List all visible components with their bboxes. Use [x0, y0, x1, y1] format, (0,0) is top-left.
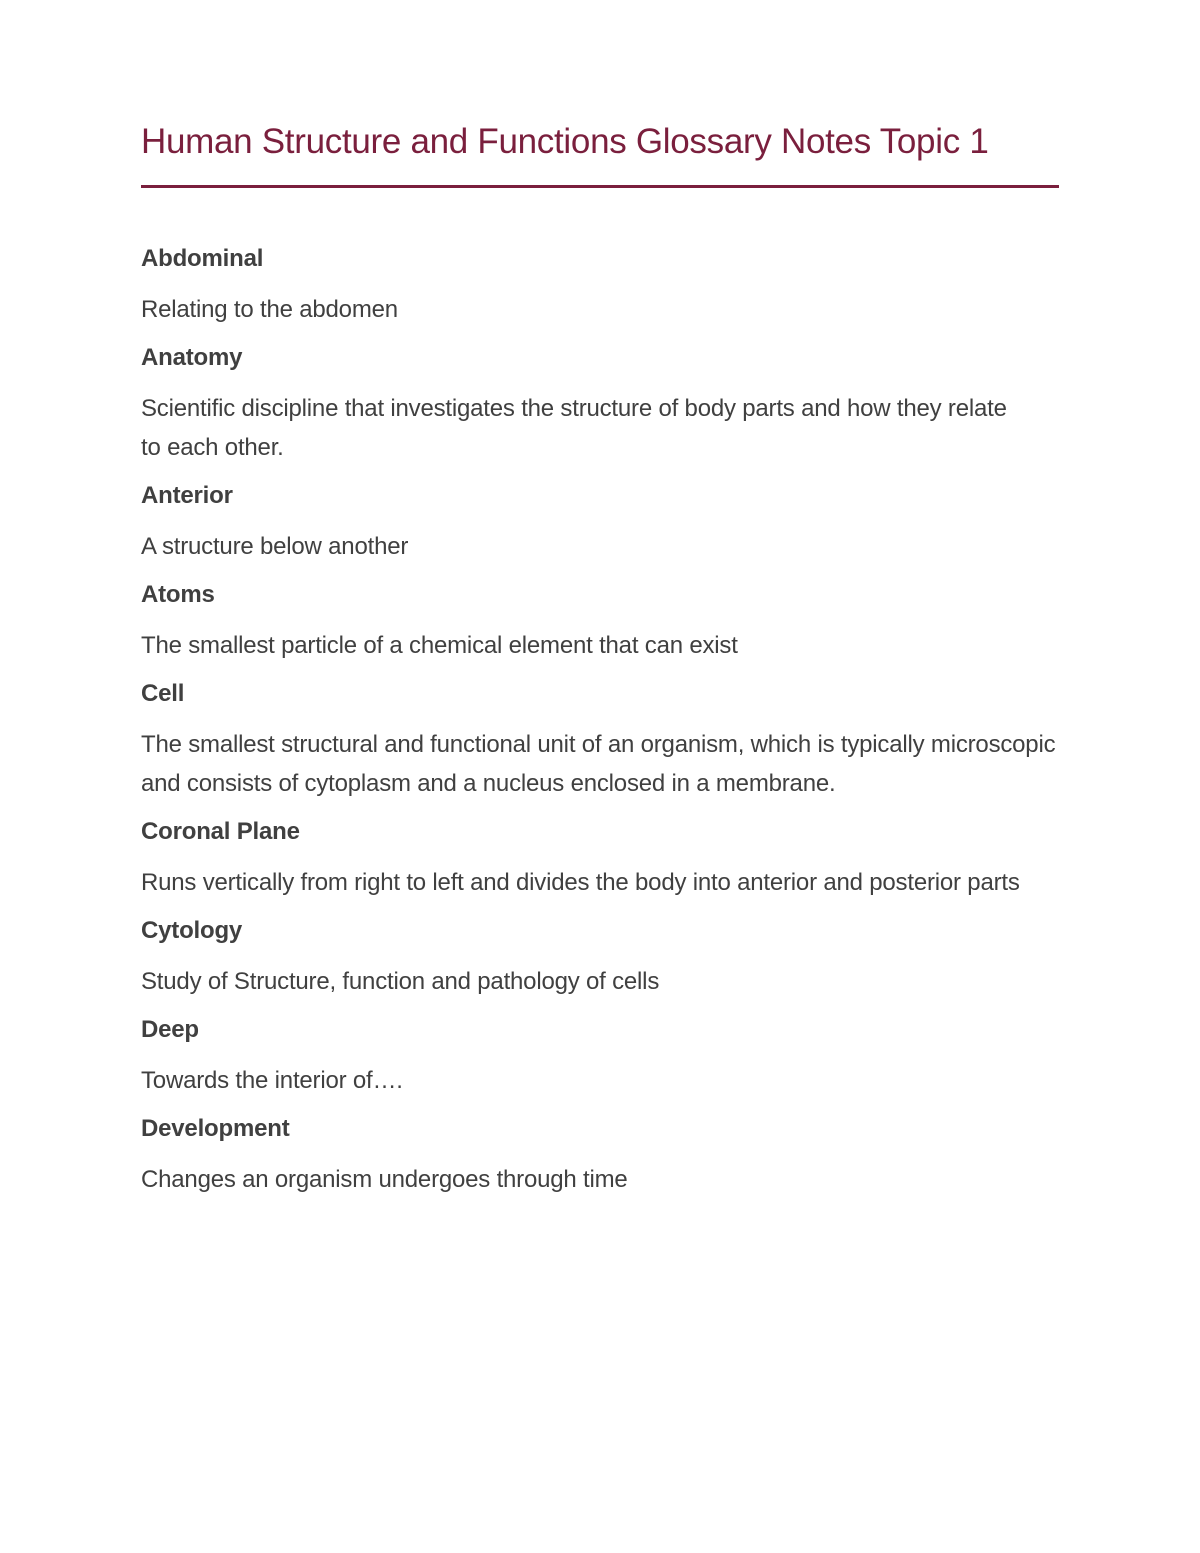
glossary-entry-cell	[141, 675, 1059, 803]
glossary-definition: Study of Structure, function and pathology of cells	[141, 968, 660, 995]
glossary-term: Deep	[141, 1016, 199, 1043]
glossary-entry-deep	[141, 1011, 1059, 1100]
glossary-term: Development	[141, 1115, 290, 1142]
title-divider	[141, 185, 1059, 188]
glossary-definition: The smallest structural and functional unit of an organism, which is typically microscopic and consists of cytoplasm and a nucleus enclosed in a membrane.	[141, 731, 1056, 797]
glossary-term: Atoms	[141, 581, 215, 608]
glossary-list	[141, 240, 1059, 1209]
glossary-entry-coronal-plane	[141, 813, 1059, 902]
glossary-definition: Relating to the abdomen	[141, 296, 398, 323]
glossary-definition: Changes an organism undergoes through time	[141, 1166, 628, 1193]
glossary-entry-cytology	[141, 912, 1059, 1001]
glossary-definition: Runs vertically from right to left and divides the body into anterior and posterior parts	[141, 869, 1020, 896]
glossary-term: Cytology	[141, 917, 243, 944]
glossary-entry-atoms	[141, 576, 1059, 665]
glossary-definition: A structure below another	[141, 533, 409, 560]
glossary-entry-anterior	[141, 477, 1059, 566]
glossary-definition: Towards the interior of….	[141, 1067, 403, 1094]
glossary-definition: The smallest particle of a chemical element that can exist	[141, 632, 738, 659]
glossary-entry-anatomy	[141, 339, 1059, 467]
glossary-entry-development	[141, 1110, 1059, 1199]
glossary-term: Anterior	[141, 482, 233, 509]
glossary-term: Cell	[141, 680, 185, 707]
glossary-term: Abdominal	[141, 245, 264, 272]
glossary-term: Coronal Plane	[141, 818, 300, 845]
glossary-definition: Scientific discipline that investigates the structure of body parts and how they relate to each other.	[141, 395, 1007, 461]
document-title: Human Structure and Functions Glossary Notes Topic 1	[141, 122, 989, 161]
glossary-entry-abdominal	[141, 240, 1059, 329]
glossary-term: Anatomy	[141, 344, 243, 371]
